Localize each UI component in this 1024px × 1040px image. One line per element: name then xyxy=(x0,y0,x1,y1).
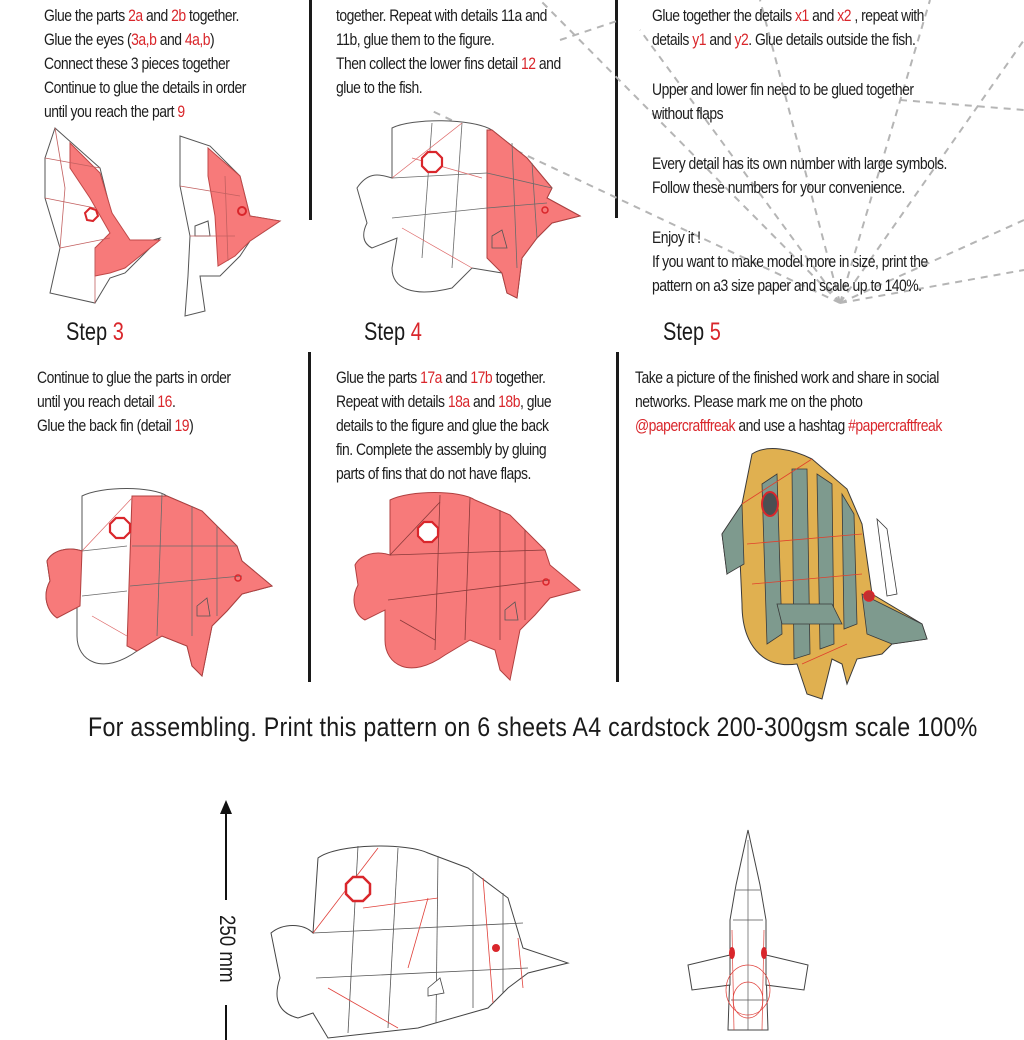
divider-col1-bottom xyxy=(308,352,311,682)
step1-fish-half-a-illustration xyxy=(40,128,160,308)
step4-line4: fin. Complete the assembly by gluing xyxy=(336,440,547,459)
notes-line9: pattern on a3 size paper and scale up to 140%. xyxy=(652,276,922,295)
step2-fish-illustration xyxy=(352,118,592,308)
step3-fish-illustration xyxy=(42,486,282,686)
notes-line8: If you want to make model more in size, print the xyxy=(652,252,928,271)
notes-line1: Glue together the details x1 and x2 , repeat with xyxy=(652,6,924,25)
step1-line1: Glue the parts 2a and 2b together. xyxy=(44,6,239,25)
step2-line1: together. Repeat with details 11a and xyxy=(336,6,547,25)
step4-line5: parts of fins that do not have flaps. xyxy=(336,464,531,483)
step1-line3: Connect these 3 pieces together xyxy=(44,54,230,73)
notes-line5: Every detail has its own number with large symbols. xyxy=(652,154,947,173)
step3-line3: Glue the back fin (detail 19) xyxy=(37,416,194,435)
step5-line1: Take a picture of the finished work and share in social xyxy=(635,368,939,387)
notes-line6: Follow these numbers for your convenience. xyxy=(652,178,905,197)
step2-line3: Then collect the lower fins detail 12 and xyxy=(336,54,561,73)
notes-line2: details y1 and y2. Glue details outside the fish. xyxy=(652,30,916,49)
notes-line3: Upper and lower fin need to be glued together xyxy=(652,80,914,99)
step4-fish-illustration xyxy=(350,490,590,690)
step1-fish-half-b-illustration xyxy=(180,136,290,326)
step5-heading: Step 5 xyxy=(663,318,721,346)
instagram-handle-link[interactable]: @papercraftfreak xyxy=(635,416,736,435)
print-instructions: For assembling. Print this pattern on 6 sheets A4 cardstock 200-300gsm scale 100% xyxy=(88,712,978,742)
step2-line4: glue to the fish. xyxy=(336,78,423,97)
step4-line2: Repeat with details 18a and 18b, glue xyxy=(336,392,552,411)
step5-line2: networks. Please mark me on the photo xyxy=(635,392,863,411)
notes-line4: without flaps xyxy=(652,104,724,123)
finished-fish-render xyxy=(722,444,942,704)
step1-line2: Glue the eyes (3a,b and 4a,b) xyxy=(44,30,215,49)
step1-line5: until you reach the part 9 xyxy=(44,102,185,121)
pattern-side-view-fish xyxy=(268,838,548,1038)
step5-line3: @papercraftfreak and use a hashtag #papercraftfreak xyxy=(635,416,942,435)
step3-line1: Continue to glue the parts in order xyxy=(37,368,231,387)
step3-line2: until you reach detail 16. xyxy=(37,392,176,411)
step4-line1: Glue the parts 17a and 17b together. xyxy=(336,368,546,387)
step4-line3: details to the figure and glue the back xyxy=(336,416,549,435)
step3-heading: Step 3 xyxy=(66,318,124,346)
pattern-front-view-fish xyxy=(688,830,818,1030)
hashtag-link[interactable]: #papercraftfreak xyxy=(848,416,942,435)
divider-col2-bottom xyxy=(616,352,619,682)
step1-line4: Continue to glue the details in order xyxy=(44,78,246,97)
step2-line2: 11b, glue them to the figure. xyxy=(336,30,495,49)
notes-line7: Enjoy it ! xyxy=(652,228,701,247)
step4-heading: Step 4 xyxy=(364,318,422,346)
dimension-label: 250 mm xyxy=(215,915,240,983)
